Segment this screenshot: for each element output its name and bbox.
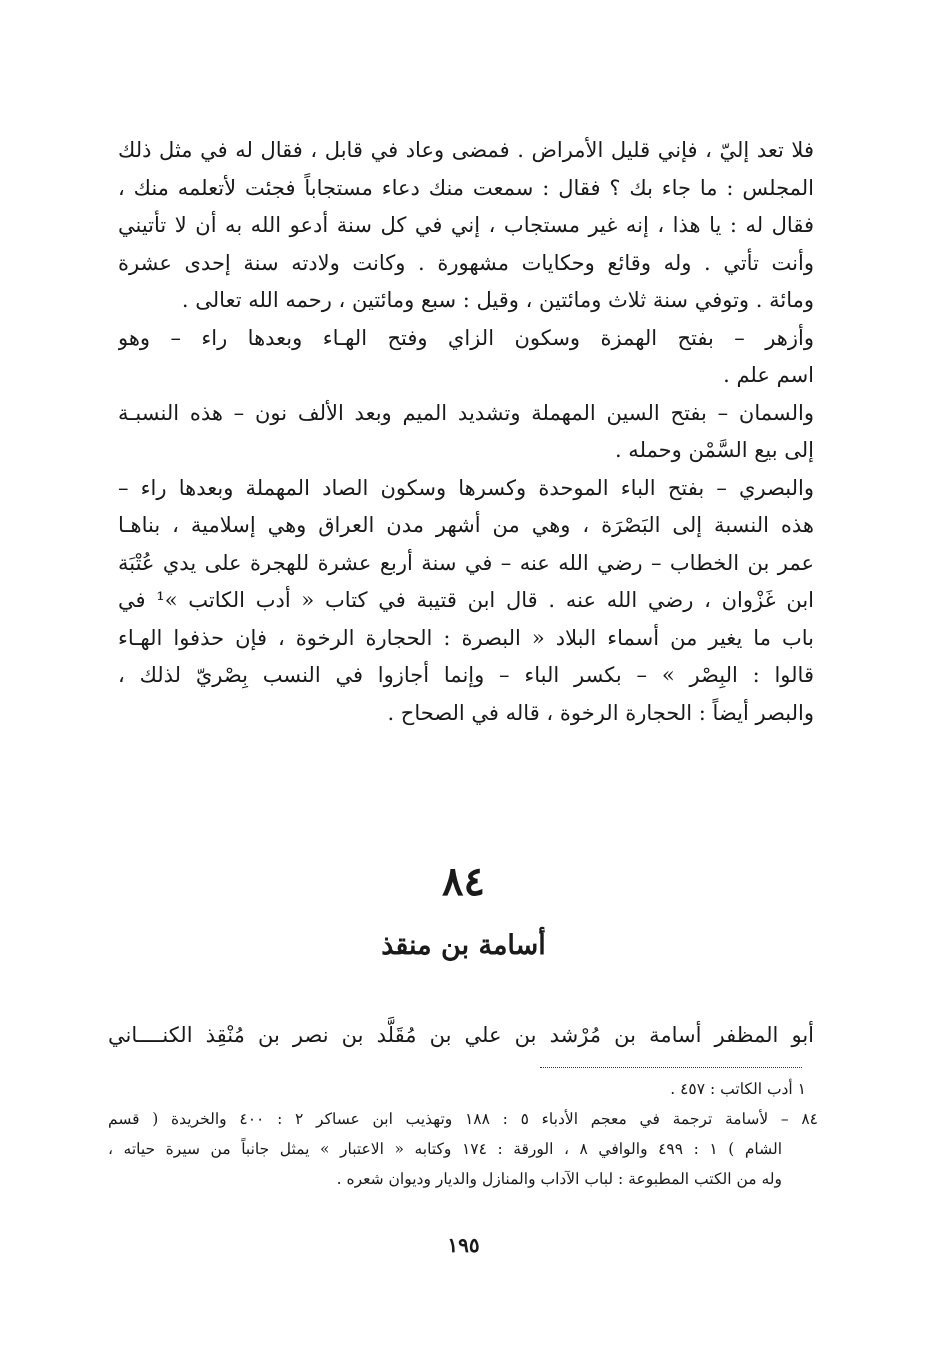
footnote-line: ٨٤ – لأسامة ترجمة في معجم الأدباء ٥ : ١٨٨ وتهذيب ابن عساكر ٢ : ٤٠٠ والخريدة ( قسم: [108, 1110, 818, 1128]
body-line: ومائة . وتوفي سنة ثلاث ومائتين ، وقيل : سبع ومائتين ، رحمه الله تعالى .: [181, 288, 814, 312]
body-line: هذه النسبة إلى البَصْرَة ، وهي من أشهر مدن العراق وهي إسلامية ، بناهـا: [118, 513, 814, 537]
footnotes: [108, 1074, 818, 1194]
body-line: إلى بيع السَّمْن وحمله .: [614, 438, 814, 462]
body-text: [118, 132, 814, 732]
body-line: وأزهر – بفتح الهمزة وسكون الزاي وفتح الهـاء وبعدها راء – وهو: [118, 325, 814, 350]
body-line: فلا تعد إليّ ، فإني قليل الأمراض . فمضى وعاد في قابل ، فقال له في مثل ذلك: [118, 138, 814, 162]
footnote-line: الشام ) ١ : ٤٩٩ والوافي ٨ ، الورقة : ١٧٤ وكتابه « الاعتبار » يمثل جانباً من سيرة حياته ،: [108, 1140, 782, 1158]
body-line: قالوا : البِصْر » – بكسر الباء – وإنما أجازوا في النسب بِصْريّ لذلك ،: [118, 663, 814, 687]
footnote-line: وله من الكتب المطبوعة : لباب الآداب والمنازل والديار وديوان شعره .: [336, 1170, 782, 1188]
entry-first-line: أبو المظفر أسامة بن مُرْشد بن علي بن مُقَلَّد بن نصر بن مُنْقِذ الكنــــاني: [108, 1023, 814, 1047]
page-number: ١٩٥: [447, 1233, 480, 1257]
body-line: المجلس : ما جاء بك ؟ فقال : سمعت منك دعاء مستجاباً فجئت لأتعلمه منك ،: [118, 175, 814, 200]
entry-title: أسامة بن منقذ: [381, 930, 546, 961]
body-line: وأنت تأتي . وله وقائع وحكايات مشهورة . وكانت ولادته سنة إحدى عشرة: [118, 250, 814, 275]
body-line: والبصر أيضاً : الحجارة الرخوة ، قاله في الصحاح .: [387, 700, 814, 725]
body-line: باب ما يغير من أسماء البلاد « البصرة : الحجارة الرخوة ، فإن حذفوا الهـاء: [118, 625, 814, 650]
body-line: فقال له : يا هذا ، إنه غير مستجاب ، إني في كل سنة أدعو الله به أن لا تأتيني: [118, 213, 814, 237]
footnote-divider: [540, 1067, 802, 1068]
body-line: عمر بن الخطاب – رضي الله عنه – في سنة أربع عشرة للهجرة على يدي عُتْبَة: [118, 550, 814, 575]
body-line: اسم علم .: [723, 363, 814, 387]
body-line: والبصري – بفتح الباء الموحدة وكسرها وسكون الصاد المهملة وبعدها راء –: [118, 475, 814, 500]
entry-number: ٨٤: [442, 858, 485, 905]
footnote-line: ١ أدب الكاتب : ٤٥٧ .: [670, 1080, 806, 1098]
body-line: ابن غَزْوان ، رضي الله عنه . قال ابن قتيبة في كتاب « أدب الكاتب »¹ في: [118, 588, 814, 612]
body-line: والسمان – بفتح السين المهملة وتشديد الميم وبعد الألف نون – هذه النسبـة: [118, 400, 814, 425]
